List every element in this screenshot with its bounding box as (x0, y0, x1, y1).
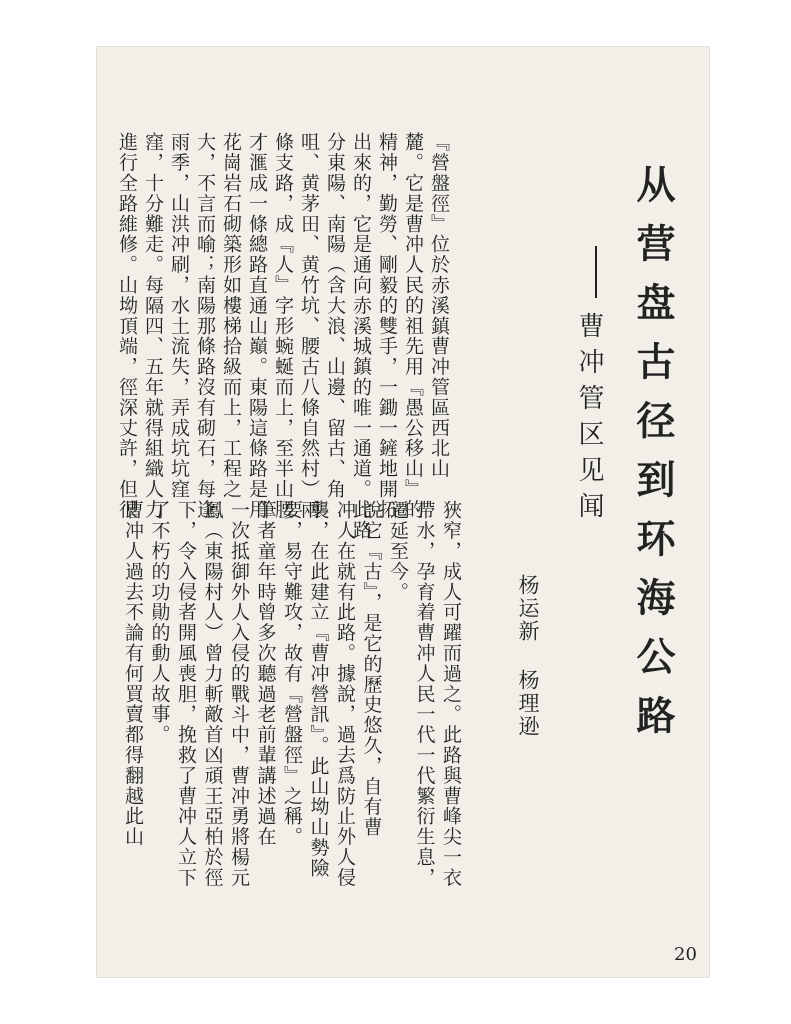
article-title: 从营盘古径到环海公路 (630, 164, 676, 754)
text-column: 冲人在就有此路。據說，過去爲防止外人侵 (334, 500, 356, 888)
text-column: 狹窄，成人可躍而過之。此路與曹峰尖一衣 (440, 500, 462, 888)
text-column: 曹冲人過去不論有何買賣都得翻越此山 (122, 500, 144, 847)
text-column: 進行全路維修。山坳頂端，徑深丈許，但很 (116, 132, 138, 520)
text-column: 分東陽、南陽（含大浪、山邊、留古、角 (324, 132, 346, 500)
article-authors (515, 574, 541, 738)
text-column: 窪，十分難走。每隔四、五年就得組織人力 (142, 132, 164, 520)
text-column: 要，易守難攻，故有『營盤徑』之稱。 (281, 500, 303, 847)
text-column: 才滙成一條總路直通山巔。東陽這條路是用 (246, 132, 268, 520)
text-column: 襲，在此建立『曹冲營訊』。此山坳山勢險 (307, 500, 330, 879)
text-column: 大，不言而喻；南陽那條路沒有砌石，每逢 (194, 132, 216, 520)
page-number: 20 (674, 944, 697, 965)
text-column: 『營盤徑』位於赤溪鎮曹冲管區西北山 (428, 132, 450, 479)
document-page (96, 46, 710, 978)
author-1: 杨运新 (516, 574, 540, 643)
text-column: 精神，勤勞、剛毅的雙手，一鋤一鏟地開拓 (376, 132, 398, 520)
article-subtitle-block (572, 242, 613, 528)
text-column: 一次抵御外人入侵的戰斗中，曹冲勇將楊元 (228, 500, 250, 888)
text-column: 咀、黄茅田、黄竹坑、腰古八條自然村）兩 (298, 132, 320, 520)
text-column: 花崗岩石砌築形如樓梯拾級而上，工程之 (220, 132, 242, 500)
text-column: 鳳（東陽村人）曾力斬敵首凶頑王亞柏於徑 (201, 500, 224, 888)
article-subtitle: 曹冲管区见闻 (574, 312, 604, 528)
text-column: 了不朽的功勛的動人故事。 (148, 500, 171, 745)
text-column: 說它『古』，是它的歷史悠久，自有曹 (360, 500, 383, 838)
text-column: 麓。它是曹冲人民的祖先用『愚公移山』的 (402, 132, 424, 520)
text-column: 雨季，山洪冲刷，水土流失，弄成坑坑窪 (168, 132, 190, 500)
text-column: 遷延至今。 (387, 500, 409, 602)
text-column: 下，令入侵者開風喪胆，挽救了曹冲人立下 (175, 500, 197, 888)
text-column: 出來的，它是通向赤溪城鎮的唯一通道。此路 (350, 132, 372, 540)
author-2: 杨理逊 (516, 669, 540, 738)
text-column: 條支路，成『人』字形蜿蜒而上，至半山腰 (272, 132, 294, 520)
subtitle-dash (595, 246, 597, 298)
text-column: 筆者童年時曾多次聽過老前輩講述過在 (254, 500, 277, 847)
text-column: 帶水，孕育着曹冲人民一代一代繁衍生息， (413, 500, 436, 888)
